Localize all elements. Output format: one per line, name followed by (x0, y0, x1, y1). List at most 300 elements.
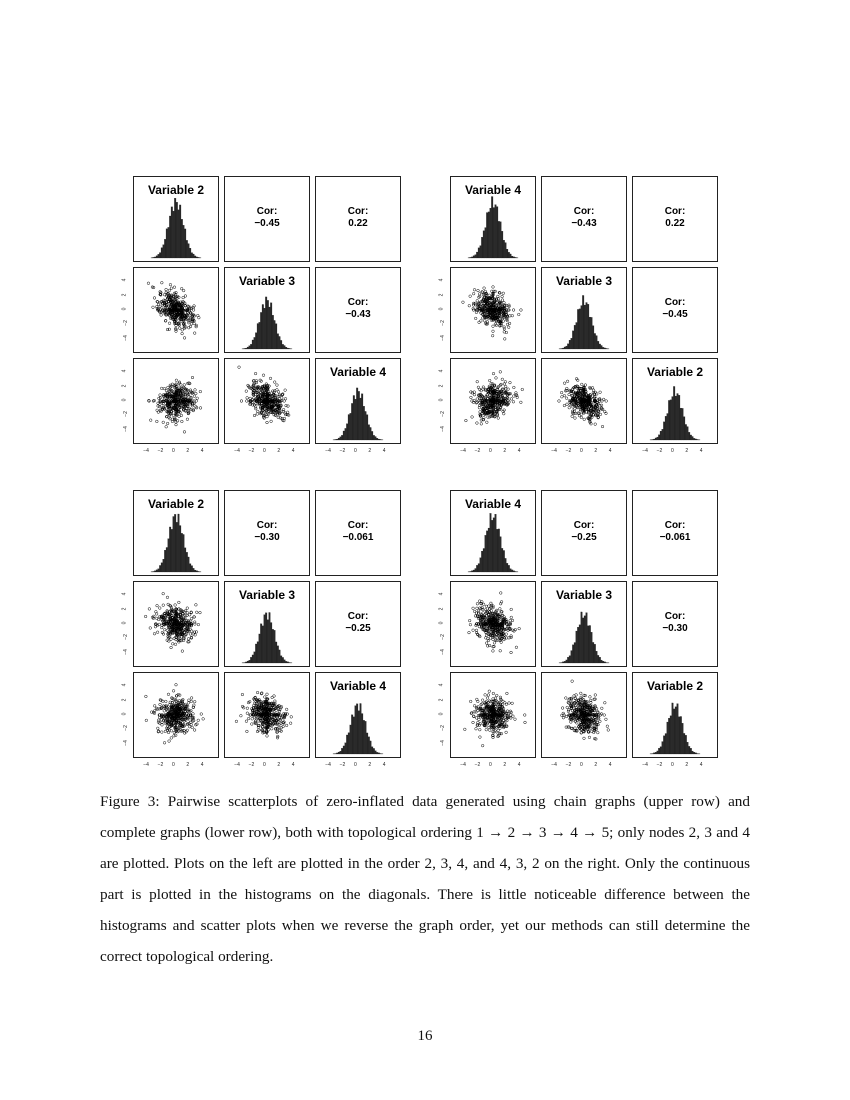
scatter-point (167, 693, 170, 696)
histogram-bar (168, 539, 170, 572)
scatter-point (182, 289, 185, 292)
correlation-text: Cor: −0.43 (571, 206, 597, 229)
histogram-bar (188, 244, 190, 258)
scatter-point (178, 327, 181, 330)
histogram-bar (262, 304, 264, 349)
histogram-bar (683, 417, 685, 440)
histogram-bar (576, 631, 578, 663)
scatter-point (170, 287, 173, 290)
histogram-bar (353, 395, 355, 440)
scatter-point (193, 729, 196, 732)
scatter-point (497, 417, 500, 420)
histogram-bar (687, 427, 689, 440)
histogram-bar (378, 753, 380, 754)
histogram-bar (336, 439, 338, 440)
histogram-bar (515, 257, 517, 258)
histogram-bar (260, 624, 262, 663)
x-tick-label: 0 (263, 448, 266, 454)
correlation-text: Cor: −0.25 (345, 611, 371, 634)
scatter-point (481, 699, 484, 702)
histogram-bar (505, 243, 507, 258)
y-tick-label: 2 (121, 607, 128, 610)
histogram-bar (189, 564, 191, 572)
x-tick-label: 2 (186, 762, 190, 768)
histogram-bar (282, 344, 284, 349)
scatter-point (256, 410, 259, 413)
histogram-bar (597, 341, 599, 349)
histogram-bar (193, 568, 195, 572)
scatter-point (512, 309, 515, 312)
histogram-bar (662, 429, 664, 440)
x-tick-label: −4 (234, 762, 240, 768)
scatter-point (163, 742, 166, 745)
scatter-point (472, 607, 475, 610)
scatter-point (482, 603, 485, 606)
histogram-bar (604, 662, 606, 663)
scatter-point (473, 288, 476, 291)
scatter-point (162, 592, 165, 595)
scatter-point (487, 694, 490, 697)
histogram-bar (667, 413, 669, 440)
histogram-bar (194, 570, 196, 572)
histogram-bar (366, 733, 368, 754)
scatter-point (153, 705, 156, 708)
correlation-text: Cor: −0.45 (254, 206, 280, 229)
correlation-text: Cor: −0.30 (254, 520, 280, 543)
histogram-bar (289, 348, 291, 349)
histogram-bar (503, 240, 505, 258)
scatter-point (520, 401, 523, 404)
histogram-bar (511, 570, 513, 572)
scatter-point (262, 374, 265, 377)
scatter-point (235, 720, 238, 723)
scatter-point (510, 651, 513, 654)
scatter-point (515, 392, 518, 395)
diagonal-histogram-panel (133, 490, 219, 576)
scatter-panel (450, 581, 536, 667)
scatter-point (241, 693, 244, 696)
scatter-point (488, 294, 491, 297)
scatter-point (166, 629, 169, 632)
histogram-bar (601, 345, 603, 349)
histogram-bar (356, 704, 358, 754)
scatter-point (256, 413, 259, 416)
scatter-point (189, 633, 192, 636)
histogram-bar (371, 431, 373, 440)
scatter-point (513, 386, 516, 389)
scatter-point (175, 379, 178, 382)
scatter-point (180, 414, 183, 417)
histogram-bar (493, 208, 495, 258)
scatter-point (520, 309, 523, 312)
scatter-point (492, 286, 495, 289)
y-tick-label: 0 (121, 398, 128, 402)
scatter-point (170, 697, 173, 700)
x-tick-label: 0 (172, 762, 175, 768)
scatter-point (499, 608, 502, 611)
scatter-point (488, 690, 491, 693)
scatter-point (563, 404, 566, 407)
histogram-bar (249, 660, 251, 663)
scatter-point (161, 724, 164, 727)
scatter-point (162, 421, 165, 424)
y-tick-label: −4 (122, 739, 129, 746)
histogram-bar (345, 743, 347, 754)
histogram-bar (475, 568, 477, 572)
scatter-point (503, 326, 506, 329)
x-tick-label: −2 (474, 448, 481, 454)
scatter-point (172, 690, 175, 693)
scatter-point (199, 390, 202, 393)
correlation-panel (541, 176, 627, 262)
scatter-point (468, 631, 471, 634)
scatter-point (160, 387, 163, 390)
histogram-bar (483, 231, 485, 258)
scatter-point (486, 421, 489, 424)
scatter-point (149, 627, 152, 630)
scatter-point (284, 389, 287, 392)
scatter-point (472, 629, 475, 632)
scatter-point (253, 397, 256, 400)
scatter-point (599, 413, 602, 416)
histogram-bar (581, 612, 583, 663)
histogram-bar (690, 435, 692, 440)
histogram-bar (380, 439, 382, 440)
scatter-plot (134, 582, 218, 666)
histogram-bar (566, 660, 568, 663)
histogram-bar (581, 306, 583, 349)
histogram-bar (471, 257, 473, 258)
scatter-plot (134, 268, 218, 352)
y-tick-label: 4 (438, 369, 445, 373)
scatter-point (153, 297, 156, 300)
scatter-point (190, 700, 193, 703)
scatter-point (191, 726, 194, 729)
scatter-point (475, 717, 478, 720)
histogram-bar (360, 398, 362, 440)
x-tick-label: −2 (248, 762, 255, 768)
scatter-point (266, 415, 269, 418)
histogram-bar (183, 534, 185, 572)
scatter-point (476, 422, 479, 425)
scatter-point (181, 650, 184, 653)
scatter-point (159, 305, 162, 308)
histogram (542, 268, 626, 352)
histogram-bar (371, 747, 373, 754)
x-tick-label: 4 (200, 762, 204, 768)
scatter-point (245, 720, 248, 723)
histogram-bar (184, 229, 186, 258)
scatter-point (193, 395, 196, 398)
scatter-point (505, 703, 508, 706)
scatter-point (476, 607, 479, 610)
scatter-point (194, 623, 197, 626)
histogram-bar (176, 202, 178, 258)
scatter-point (158, 607, 161, 610)
histogram-bar (678, 395, 680, 440)
correlation-panel (315, 176, 401, 262)
histogram-bar (196, 571, 198, 572)
scatter-point (273, 381, 276, 384)
x-tick-label: 4 (382, 448, 386, 454)
scatter-panel (224, 358, 310, 444)
histogram-bar (582, 295, 584, 349)
histogram-bar (485, 535, 487, 572)
histogram-bar (564, 661, 566, 663)
scatter-point (166, 596, 169, 599)
scatter-point (473, 610, 476, 613)
scatter-point (186, 607, 189, 610)
histogram-bar (254, 652, 256, 663)
y-tick-label: 2 (121, 384, 128, 387)
histogram-bar (173, 516, 175, 572)
scatter-point (584, 384, 587, 387)
y-tick-label: 0 (121, 712, 128, 716)
scatter-matrix-lower-right (438, 490, 850, 790)
histogram-bar (340, 437, 342, 440)
scatter-point (583, 418, 586, 421)
histogram-bar (368, 425, 370, 440)
scatter-point (168, 740, 171, 743)
scatter-point (174, 643, 177, 646)
scatter-point (506, 692, 509, 695)
x-tick-label: 4 (291, 762, 295, 768)
scatter-point (263, 696, 266, 699)
x-tick-label: −4 (642, 448, 648, 454)
scatter-point (153, 632, 156, 635)
histogram-bar (589, 625, 591, 663)
histogram-bar (279, 336, 281, 349)
histogram-bar (255, 644, 257, 663)
histogram-bar (265, 297, 267, 349)
histogram-bar (153, 571, 155, 572)
scatter-panel (450, 267, 536, 353)
histogram-bar (274, 630, 276, 663)
histogram-bar (335, 439, 337, 440)
scatter-panel (541, 358, 627, 444)
scatter-point (195, 611, 198, 614)
scatter-point (156, 631, 159, 634)
scatter-point (568, 406, 571, 409)
histogram (316, 359, 400, 443)
scatter-point (148, 608, 151, 611)
histogram-bar (198, 571, 200, 572)
histogram-bar (269, 307, 271, 349)
histogram-bar (262, 626, 264, 663)
histogram-bar (672, 397, 674, 440)
scatter-point (276, 384, 279, 387)
histogram-bar (594, 644, 596, 663)
scatter-point (479, 411, 482, 414)
diagonal-histogram-panel (541, 581, 627, 667)
histogram-bar (596, 336, 598, 349)
scatter-point (187, 702, 190, 705)
histogram-bar (506, 249, 508, 258)
scatter-point (485, 642, 488, 645)
histogram-bar (163, 245, 165, 258)
histogram-bar (363, 720, 365, 754)
scatter-point (476, 602, 479, 605)
scatter-point (156, 727, 159, 730)
scatter-point (246, 712, 249, 715)
histogram-bar (360, 703, 362, 754)
scatter-plot (542, 359, 626, 443)
y-tick-label: 4 (121, 592, 128, 596)
histogram-bar (196, 257, 198, 258)
histogram-bar (668, 400, 670, 440)
scatter-point (469, 295, 472, 298)
scatter-point (197, 623, 200, 626)
histogram-bar (572, 645, 574, 663)
x-tick-label: −4 (143, 448, 149, 454)
histogram-bar (179, 526, 181, 572)
scatter-point (499, 696, 502, 699)
x-tick-label: 2 (503, 448, 507, 454)
y-tick-label: −4 (122, 648, 129, 655)
histogram-bar (365, 411, 367, 440)
scatter-point (484, 694, 487, 697)
x-tick-label: 4 (517, 448, 521, 454)
histogram-bar (670, 400, 672, 440)
scatter-point (599, 391, 602, 394)
scatter-point (501, 295, 504, 298)
x-tick-label: −4 (460, 448, 466, 454)
scatter-point (580, 413, 583, 416)
scatter-point (480, 320, 483, 323)
scatter-point (170, 646, 173, 649)
histogram-bar (579, 625, 581, 663)
scatter-point (256, 691, 259, 694)
histogram-bar (350, 413, 352, 440)
histogram-bar (665, 416, 667, 440)
y-tick-label: −2 (122, 725, 129, 732)
scatter-point (238, 366, 241, 369)
x-tick-label: 2 (685, 448, 689, 454)
scatter-point (560, 391, 563, 394)
scatter-point (568, 393, 571, 396)
scatter-point (189, 628, 192, 631)
y-tick-label: 4 (121, 683, 128, 687)
histogram-bar (584, 305, 586, 349)
histogram-bar (677, 394, 679, 440)
scatter-point (171, 643, 174, 646)
diagonal-histogram-panel (632, 358, 718, 444)
y-tick-label: 0 (438, 307, 445, 311)
histogram-bar (254, 337, 256, 349)
diagonal-histogram-panel (133, 176, 219, 262)
histogram-bar (508, 565, 510, 572)
correlation-text: Cor: −0.43 (345, 297, 371, 320)
histogram-bar (586, 613, 588, 663)
histogram-bar (173, 211, 175, 258)
histogram-bar (599, 344, 601, 349)
scatter-point (246, 397, 249, 400)
histogram-bar (361, 714, 363, 754)
y-tick-label: 2 (121, 293, 128, 296)
y-tick-label: 2 (121, 698, 128, 701)
histogram-bar (158, 569, 160, 572)
x-tick-label: −2 (248, 448, 255, 454)
scatter-point (197, 719, 200, 722)
scatter-point (503, 338, 506, 341)
scatter-point (471, 416, 474, 419)
histogram-bar (358, 391, 360, 440)
histogram-bar (496, 207, 498, 258)
histogram-bar (481, 551, 483, 572)
variable-title: Variable 2 (646, 365, 704, 379)
correlation-panel (224, 176, 310, 262)
histogram-bar (582, 618, 584, 663)
histogram-bar (495, 205, 497, 258)
scatter-point (505, 731, 508, 734)
histogram-bar (485, 228, 487, 258)
scatter-point (465, 419, 468, 422)
scatter-panel (450, 672, 536, 758)
x-tick-label: −4 (325, 448, 331, 454)
histogram-bar (478, 564, 480, 572)
x-tick-label: 2 (186, 448, 190, 454)
scatter-point (271, 696, 274, 699)
histogram-bar (245, 348, 247, 349)
scatter-point (145, 719, 148, 722)
scatter-point (504, 380, 507, 383)
histogram-bar (481, 237, 483, 258)
histogram-bar (569, 656, 571, 663)
scatter-plot (451, 582, 535, 666)
scatter-point (172, 414, 175, 417)
scatter-point (251, 718, 254, 721)
histogram-bar (655, 438, 657, 440)
histogram-bar (586, 303, 588, 349)
correlation-panel (632, 267, 718, 353)
histogram-bar (572, 331, 574, 349)
scatter-point (475, 402, 478, 405)
histogram-bar (571, 338, 573, 349)
histogram-bar (171, 529, 173, 572)
histogram-bar (657, 437, 659, 440)
scatter-point (489, 637, 492, 640)
scatter-point (281, 397, 284, 400)
correlation-text: Cor: −0.30 (662, 611, 688, 634)
scatter-point (165, 288, 168, 291)
histogram-bar (599, 657, 601, 663)
scatter-point (512, 400, 515, 403)
histogram-bar (257, 642, 259, 663)
correlation-text: Cor: −0.061 (342, 520, 374, 543)
scatter-point (492, 330, 495, 333)
scatter-point (186, 611, 189, 614)
histogram-bar (346, 735, 348, 754)
histogram-bar (602, 347, 604, 349)
scatter-point (165, 425, 168, 428)
histogram-bar (501, 231, 503, 258)
variable-title: Variable 3 (555, 274, 613, 288)
scatter-point (580, 383, 583, 386)
histogram-bar (496, 529, 498, 572)
scatter-point (472, 292, 475, 295)
scatter-point (483, 319, 486, 322)
histogram-bar (198, 257, 200, 258)
histogram-bar (473, 256, 475, 258)
histogram-bar (166, 229, 168, 258)
scatter-point (269, 377, 272, 380)
scatter-point (270, 420, 273, 423)
histogram-bar (267, 620, 269, 663)
diagonal-histogram-panel (450, 490, 536, 576)
scatter-point (186, 418, 189, 421)
histogram-bar (356, 388, 358, 440)
histogram (633, 359, 717, 443)
